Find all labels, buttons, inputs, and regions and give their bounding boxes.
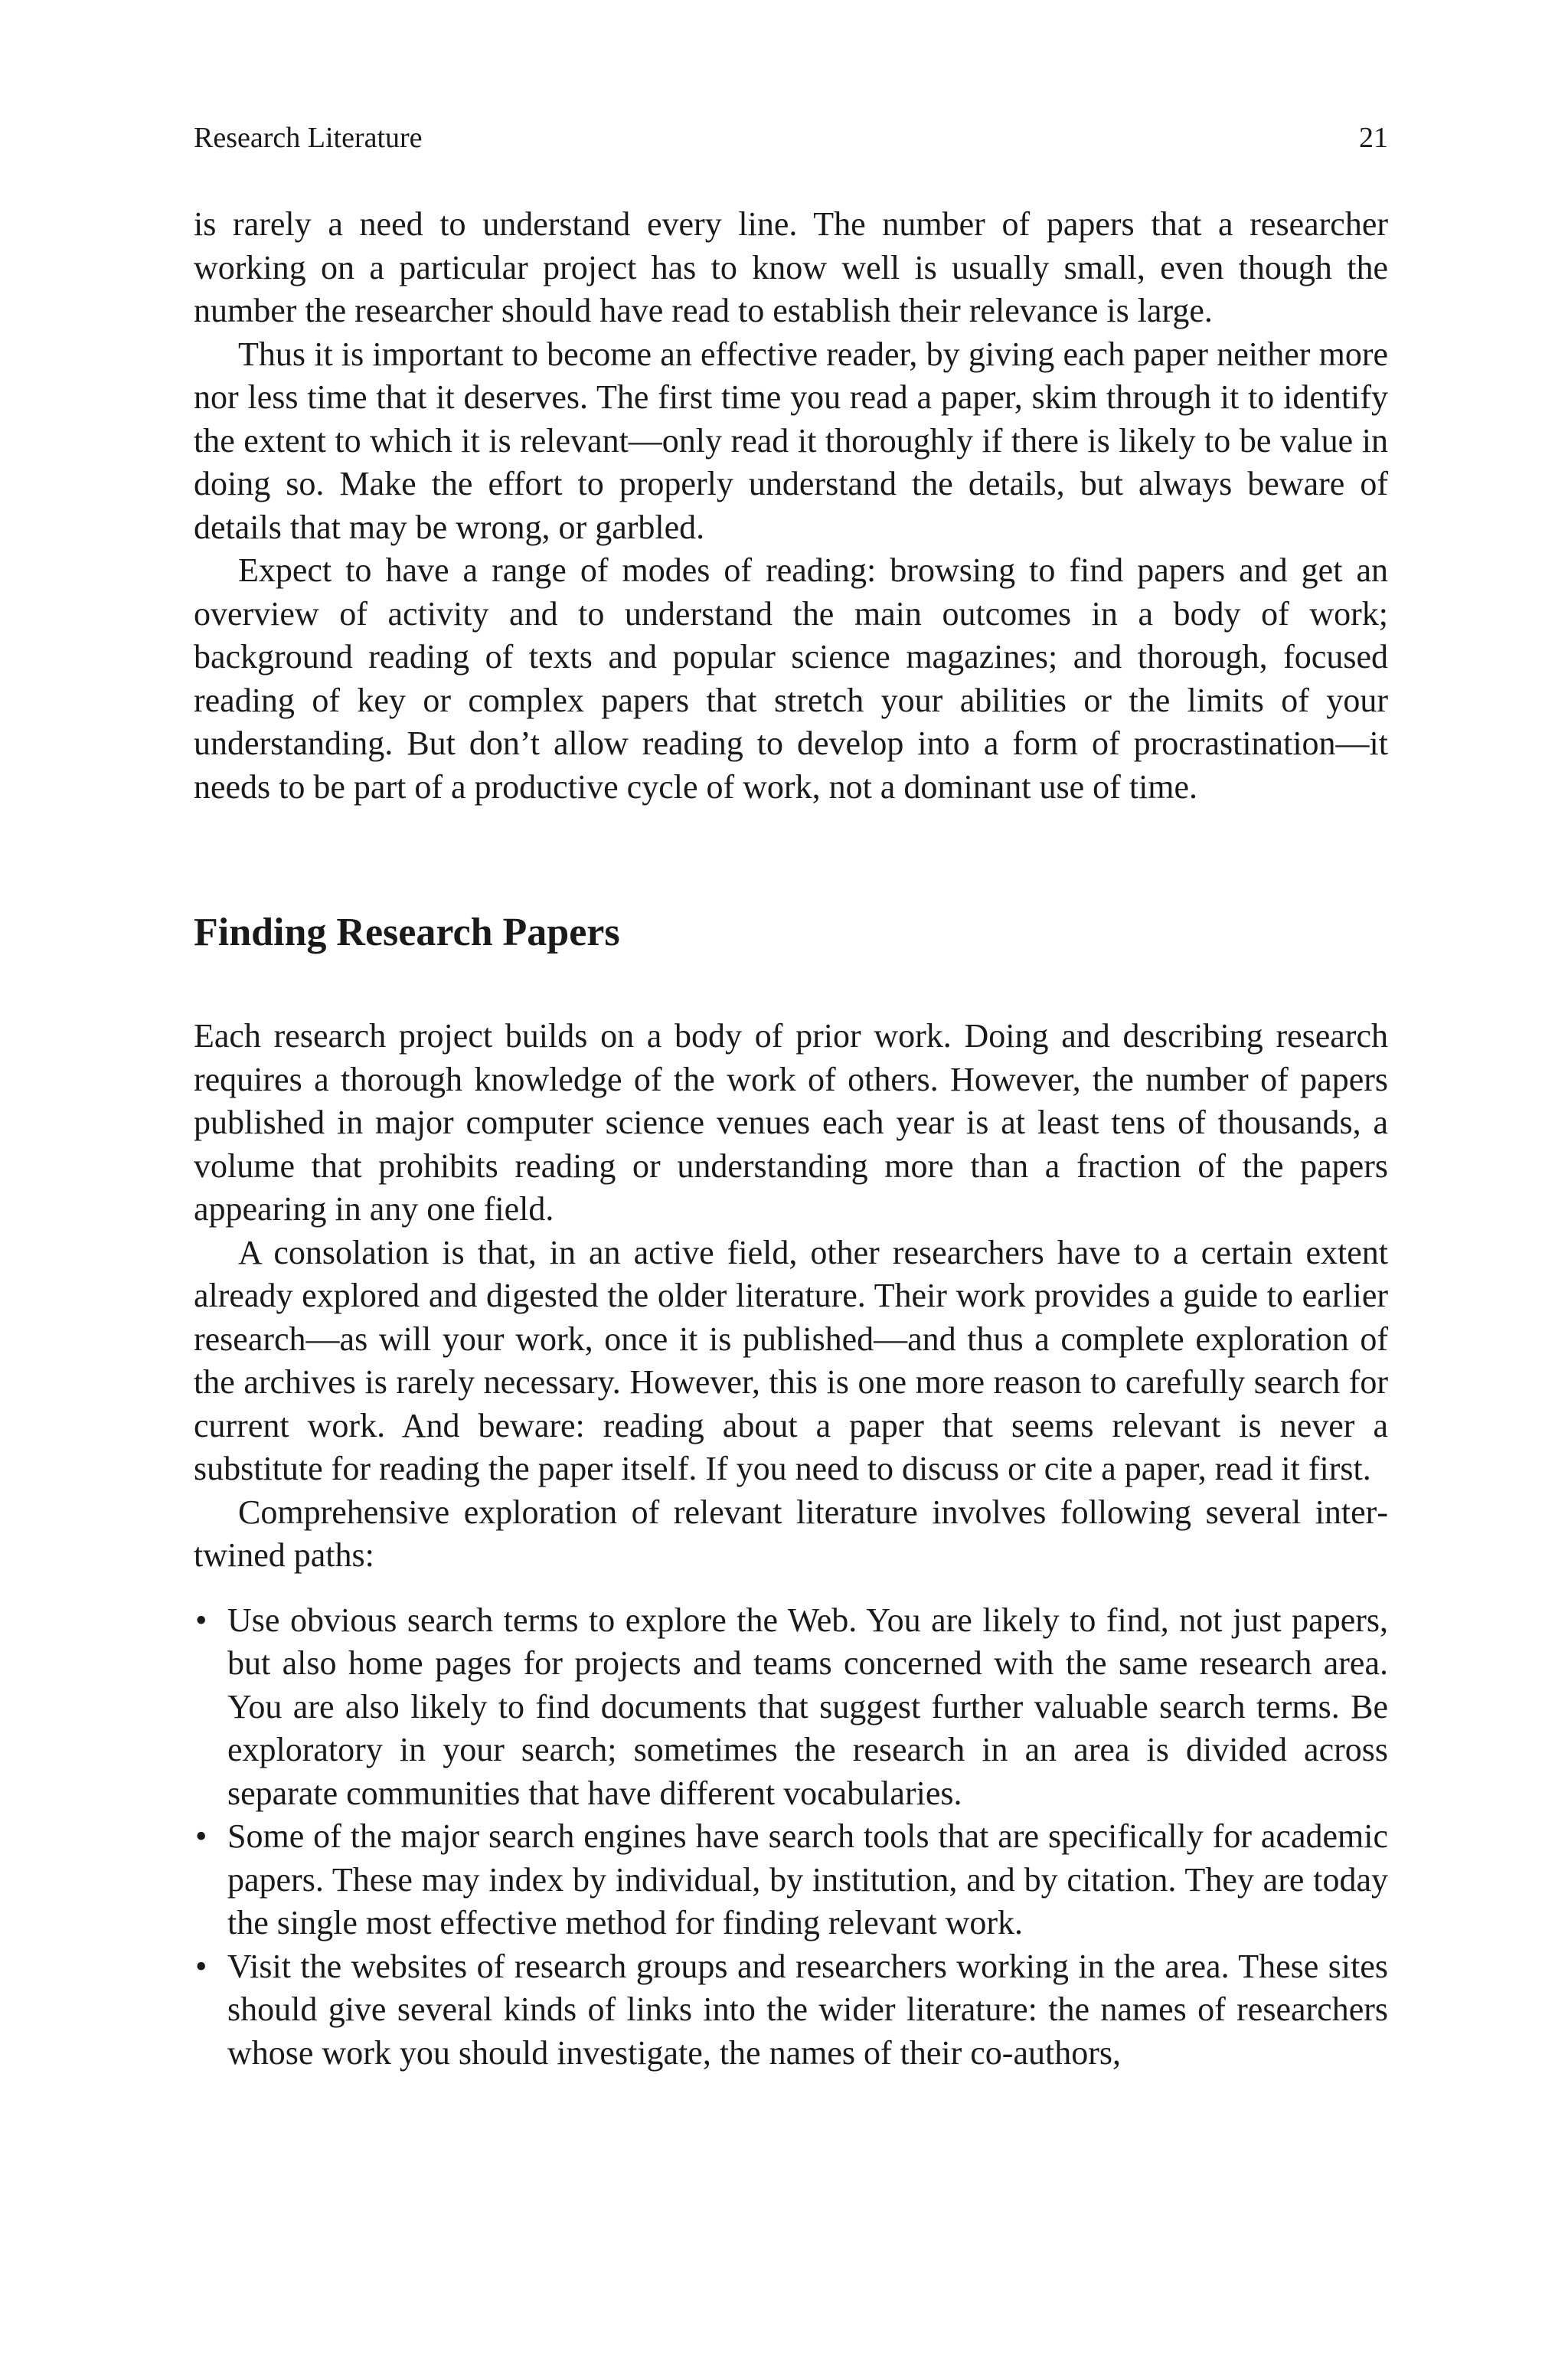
list-item-text: Use obvious search terms to explore the Web. You are likely to find, not just papers, but also home pages for projects and teams concerned with the same research area. You are also likely to find documents that suggest further valuable search terms. Be exploratory in your search; sometimes the research in an area is divided across separate communities that have different vocabularies. [227,1601,1388,1812]
section-spacer [194,809,1388,906]
section-heading: Finding Research Papers [194,911,620,954]
paragraph-consolation: A consolation is that, in an active field, other researchers have to a certain extent already explored and digested the older literature. Their work provides a guide to earlier research—as will your work, once it is published—and thus a complete exploration of the archives is rarely necessary. However, this is one more reason to carefully search for current work. And beware: reading about a paper that seems relevant is never a substitute for reading the paper itself. If you need to discuss or cite a paper, read it first. [194,1233,1388,1487]
bullet-icon: • [195,1601,207,1639]
section-spacer [194,960,1388,1015]
list-item-text: Some of the major search engines have search tools that are specifically for academic papers. These may index by individual, by institution, and by citation. They are today the single most effective method for finding relevant work. [227,1817,1388,1941]
paragraph-continued: is rarely a need to understand every line. The number of papers that a researcher working on a particular project has to know well is usually small, even though the number the researcher should have read to establish their relevance is large. [194,205,1388,329]
bullet-icon: • [195,1947,207,1985]
body-text [194,203,1388,2075]
paragraph-exploration-paths: Comprehensive exploration of relevant literature involves following several intertwined paths: [194,1493,1388,1574]
page-number: 21 [1359,122,1388,154]
paragraph-prior-work: Each research project builds on a body of prior work. Doing and describing research requires a thorough knowledge of the work of others. However, the number of papers published in major computer science venues each year is at least tens of thousands, a volume that prohibits reading or understanding more than a fraction of the papers appearing in any one field. [194,1017,1388,1228]
list-item-text: Visit the websites of research groups and researchers working in the area. These sites should give several kinds of links into the wider literature: the names of researchers whose work you should investigate, the names of their co-authors, [227,1947,1388,2072]
running-head-title: Research Literature [194,122,423,154]
list-item [194,1945,1388,2075]
list-item [194,1815,1388,1945]
book-page [194,115,1388,2075]
paragraph-effective-reader: Thus it is important to become an effective reader, by giving each paper neither more nor less time that it deserves. The first time you read a paper, skim through it to identify the extent to which it is relevant—only read it thoroughly if there is likely to be value in doing so. Make the effort to properly understand the details, but always beware of details that may be wrong, or garbled. [194,335,1388,546]
paragraph-modes-of-reading: Expect to have a range of modes of reading: browsing to find papers and get an overview of activity and to understand the main outcomes in a body of work; background reading of texts and popular science magazines; and thorough, focused reading of key or complex papers that stretch your abilities or the limits of your understanding. But don’t allow reading to develop into a form of procrastination—it needs to be part of a productive cycle of work, not a dominant use of time. [194,551,1388,806]
list-item [194,1599,1388,1816]
running-head [194,115,1388,161]
bullet-icon: • [195,1817,207,1855]
bullet-list [194,1599,1388,2075]
